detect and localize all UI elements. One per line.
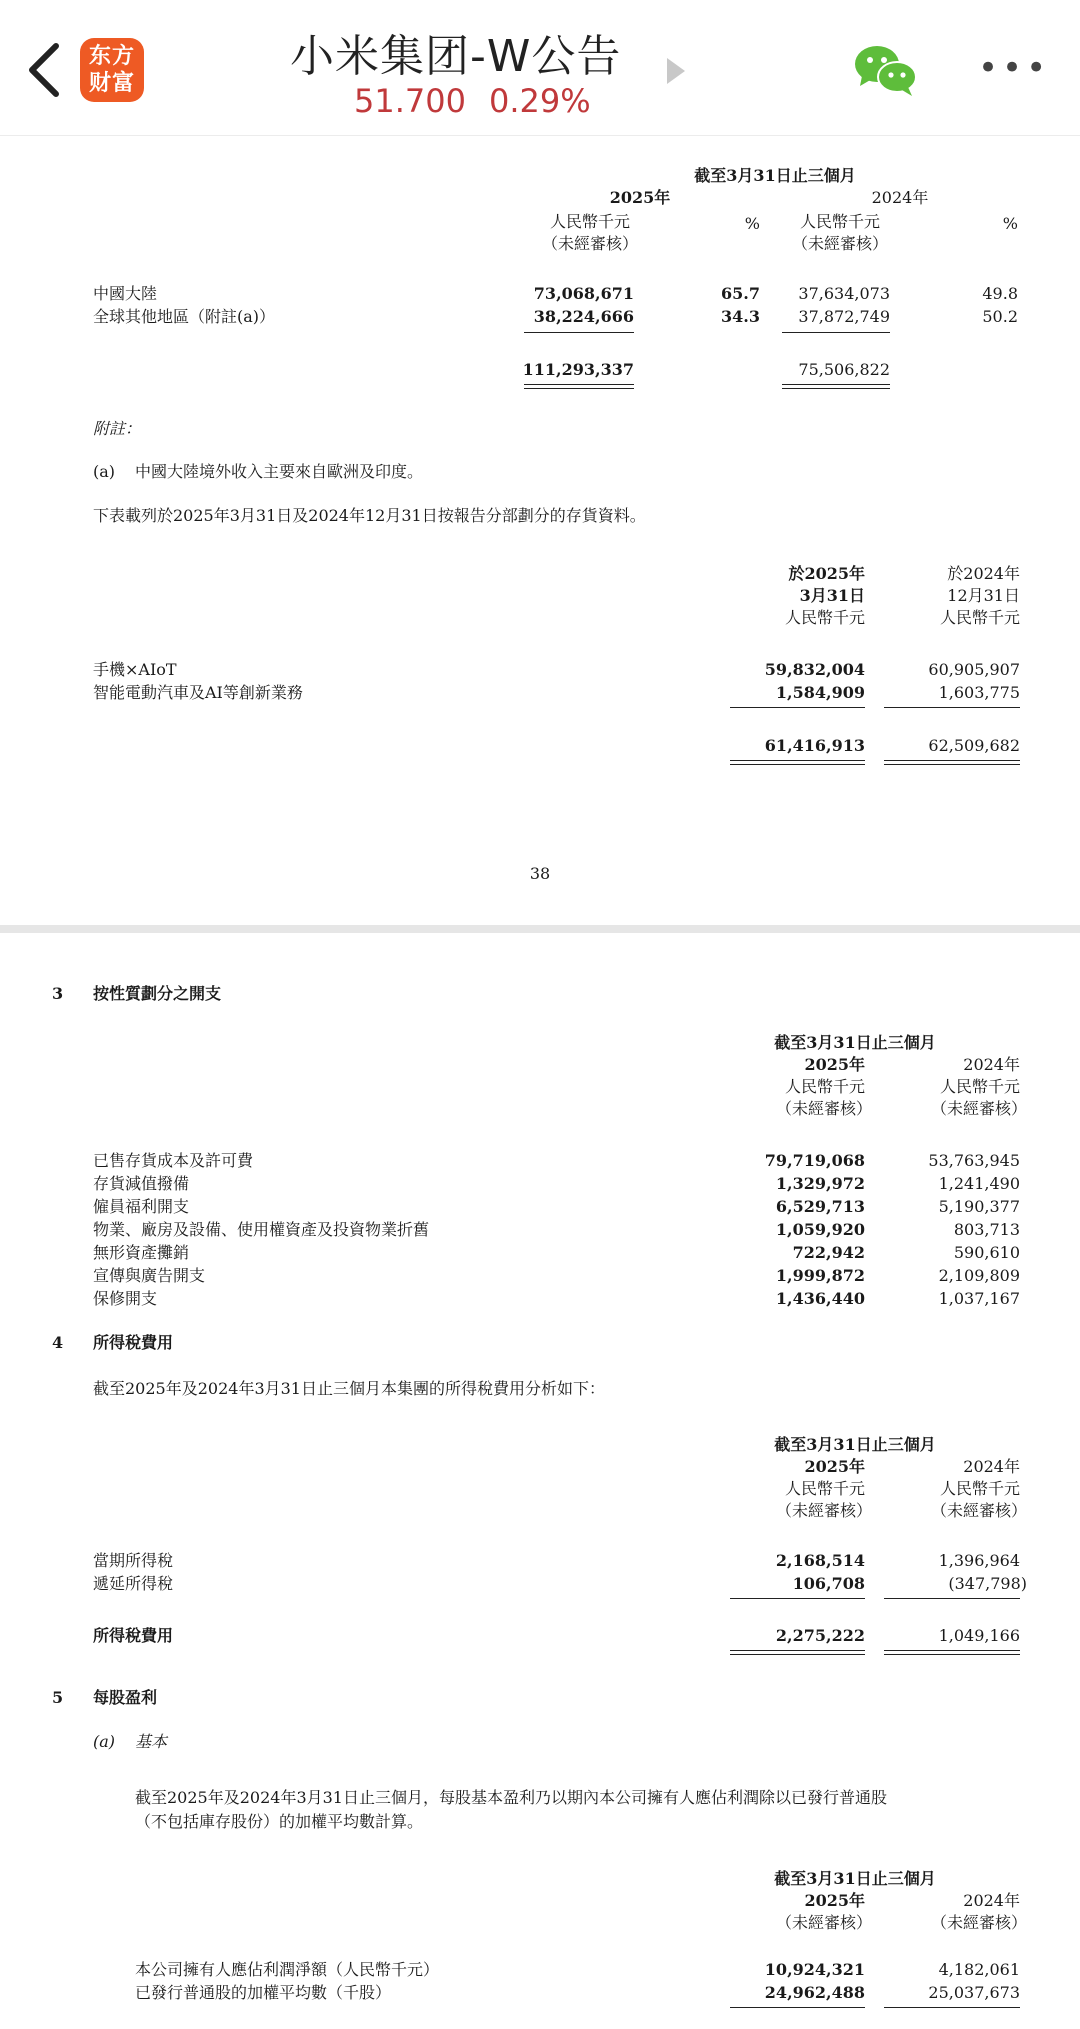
inv-header-date: 於2025年 — [788, 564, 865, 583]
unit-2025: 人民幣千元 — [549, 212, 630, 231]
section-title: 所得稅費用 — [93, 1333, 174, 1352]
eps-row-value: 4,182,061 — [938, 1960, 1020, 1979]
expense-row-value: 1,059,920 — [775, 1220, 865, 1239]
inv-row-label: 智能電動汽車及AI等創新業務 — [93, 683, 303, 702]
row-label: 全球其他地區（附註(a)） — [93, 307, 276, 326]
expense-row-value: 1,037,167 — [938, 1289, 1020, 1308]
stock-price: 51.700 — [354, 82, 466, 120]
expense-row-value: 79,719,068 — [764, 1151, 865, 1170]
row-label: 中國大陸 — [93, 284, 158, 303]
back-chevron-icon[interactable] — [22, 40, 66, 100]
section-title: 按性質劃分之開支 — [93, 984, 222, 1003]
total-rule — [730, 1650, 865, 1655]
expense-row-value: 722,942 — [792, 1243, 865, 1262]
tax-total-value: 1,049,166 — [938, 1626, 1020, 1645]
tax-total-value: 2,275,222 — [775, 1626, 865, 1645]
logo-text-bottom: 财富 — [88, 71, 135, 96]
document-page-39 — [0, 933, 1080, 2029]
subsection-title: 基本 — [135, 1732, 168, 1751]
subtotal-rule — [730, 1598, 865, 1599]
total-value: 75,506,822 — [798, 360, 890, 379]
page-number: 38 — [529, 864, 551, 883]
year-2025: 2025年 — [804, 1055, 865, 1074]
tax-row-value: 2,168,514 — [775, 1551, 865, 1570]
expense-row-value: 1,241,490 — [938, 1174, 1020, 1193]
unaudited-2024: （未經審核） — [930, 1501, 1027, 1520]
row-pct: 49.8 — [982, 284, 1018, 303]
inv-header-date: 3月31日 — [799, 586, 865, 605]
note-key: (a) — [93, 462, 116, 481]
eps-row-value: 25,037,673 — [928, 1983, 1020, 2002]
inv-row-value: 1,603,775 — [938, 683, 1020, 702]
wechat-icon[interactable] — [852, 42, 918, 98]
unaudited-2024: （未經審核） — [930, 1913, 1027, 1932]
inv-row-value: 60,905,907 — [928, 660, 1020, 679]
unaudited-2024: （未經審核） — [791, 234, 888, 253]
eps-paragraph: 截至2025年及2024年3月31日止三個月，每股基本盈利乃以期內本公司擁有人應佔利潤除以已發行普通股 — [135, 1788, 887, 1807]
subtotal-rule — [730, 707, 865, 708]
period-header: 截至3月31日止三個月 — [774, 1869, 936, 1888]
more-dots-icon[interactable]: ••• — [978, 48, 1051, 88]
tax-row-value: 106,708 — [792, 1574, 865, 1593]
subtotal-rule — [730, 2007, 865, 2008]
stock-change: 0.29% — [489, 82, 591, 120]
unaudited-2025: （未經審核） — [541, 234, 638, 253]
unit-2024: 人民幣千元 — [799, 212, 880, 231]
unaudited-2025: （未經審核） — [775, 1501, 872, 1520]
section-number: 4 — [52, 1333, 64, 1352]
year-2025: 2025年 — [609, 188, 671, 207]
document-page-38 — [0, 136, 1080, 925]
pct-2025: % — [744, 214, 760, 233]
total-rule — [524, 384, 634, 389]
tax-row-value: (347,798) — [948, 1574, 1027, 1593]
expense-row-label: 物業、廠房及設備、使用權資產及投資物業折舊 — [93, 1220, 430, 1239]
expense-row-value: 1,329,972 — [775, 1174, 865, 1193]
expense-row-value: 5,190,377 — [938, 1197, 1020, 1216]
subsection-key: (a) — [93, 1732, 116, 1751]
expense-row-value: 803,713 — [953, 1220, 1020, 1239]
inventory-intro: 下表載列於2025年3月31日及2024年12月31日按報告分部劃分的存貨資料。 — [93, 506, 646, 525]
total-value: 111,293,337 — [522, 360, 634, 379]
row-pct: 34.3 — [721, 307, 760, 326]
unit-2025: 人民幣千元 — [784, 1077, 865, 1096]
inv-row-label: 手機×AIoT — [93, 660, 177, 679]
inv-header-unit: 人民幣千元 — [784, 608, 865, 627]
period-header: 截至3月31日止三個月 — [774, 1033, 936, 1052]
total-rule — [782, 384, 890, 389]
tax-total-label: 所得稅費用 — [93, 1626, 174, 1645]
year-2025: 2025年 — [804, 1891, 865, 1910]
year-2024: 2024年 — [963, 1457, 1020, 1476]
inv-header-date: 於2024年 — [947, 564, 1020, 583]
unaudited-2024: （未經審核） — [930, 1099, 1027, 1118]
row-pct: 50.2 — [982, 307, 1018, 326]
section-intro: 截至2025年及2024年3月31日止三個月本集團的所得稅費用分析如下： — [93, 1379, 605, 1398]
page-title: 小米集团-W公告 — [290, 31, 622, 82]
expense-row-value: 6,529,713 — [775, 1197, 865, 1216]
year-2024: 2024年 — [871, 188, 929, 207]
row-value: 38,224,666 — [533, 307, 634, 326]
expense-row-value: 590,610 — [953, 1243, 1020, 1262]
expense-row-value: 1,999,872 — [775, 1266, 865, 1285]
expense-row-value: 1,436,440 — [775, 1289, 865, 1308]
inv-total-value: 61,416,913 — [764, 736, 865, 755]
eps-paragraph: （不包括庫存股份）的加權平均數計算。 — [135, 1812, 424, 1831]
expense-row-value: 2,109,809 — [938, 1266, 1020, 1285]
tax-row-value: 1,396,964 — [938, 1551, 1020, 1570]
unit-2025: 人民幣千元 — [784, 1479, 865, 1498]
app-header — [0, 0, 1080, 136]
tax-row-label: 當期所得稅 — [93, 1551, 174, 1570]
note-title: 附註： — [93, 419, 142, 438]
inv-total-value: 62,509,682 — [928, 736, 1020, 755]
pct-2024: % — [1002, 214, 1018, 233]
period-header: 截至3月31日止三個月 — [694, 166, 856, 185]
total-rule — [730, 760, 865, 765]
section-number: 5 — [52, 1688, 64, 1707]
expense-row-label: 保修開支 — [93, 1289, 158, 1308]
eps-row-value: 10,924,321 — [764, 1960, 865, 1979]
expense-row-label: 無形資產攤銷 — [93, 1243, 190, 1262]
subtotal-rule — [782, 332, 890, 333]
eps-row-label: 本公司擁有人應佔利潤淨額（人民幣千元） — [135, 1960, 440, 1979]
eps-row-value: 24,962,488 — [764, 1983, 865, 2002]
eps-row-label: 已發行普通股的加權平均數（千股） — [135, 1983, 392, 2002]
app-logo[interactable] — [80, 38, 144, 102]
year-2024: 2024年 — [963, 1891, 1020, 1910]
subtotal-rule — [884, 2007, 1020, 2008]
inv-header-date: 12月31日 — [947, 586, 1020, 605]
unit-2024: 人民幣千元 — [939, 1077, 1020, 1096]
tax-row-label: 遞延所得稅 — [93, 1574, 174, 1593]
unaudited-2025: （未經審核） — [775, 1099, 872, 1118]
row-pct: 65.7 — [721, 284, 760, 303]
expense-row-value: 53,763,945 — [928, 1151, 1020, 1170]
year-2024: 2024年 — [963, 1055, 1020, 1074]
row-value: 37,634,073 — [798, 284, 890, 303]
subtotal-rule — [884, 707, 1020, 708]
note-text: 中國大陸境外收入主要來自歐洲及印度。 — [135, 462, 424, 481]
year-2025: 2025年 — [804, 1457, 865, 1476]
inv-header-unit: 人民幣千元 — [939, 608, 1020, 627]
subtotal-rule — [884, 1598, 1020, 1599]
subtotal-rule — [524, 332, 634, 333]
period-header: 截至3月31日止三個月 — [774, 1435, 936, 1454]
total-rule — [884, 760, 1020, 765]
inv-row-value: 59,832,004 — [764, 660, 865, 679]
section-title: 每股盈利 — [93, 1688, 158, 1707]
inv-row-value: 1,584,909 — [775, 683, 865, 702]
expense-row-label: 宣傳與廣告開支 — [93, 1266, 206, 1285]
expense-row-label: 僱員福利開支 — [93, 1197, 190, 1216]
page-separator — [0, 925, 1080, 933]
expense-row-label: 已售存貨成本及許可費 — [93, 1151, 254, 1170]
unit-2024: 人民幣千元 — [939, 1479, 1020, 1498]
row-value: 73,068,671 — [533, 284, 634, 303]
play-triangle-icon[interactable] — [667, 58, 685, 84]
logo-text-top: 东方 — [88, 44, 135, 69]
row-value: 37,872,749 — [798, 307, 890, 326]
unaudited-2025: （未經審核） — [775, 1913, 872, 1932]
total-rule — [884, 1650, 1020, 1655]
section-number: 3 — [52, 984, 64, 1003]
expense-row-label: 存貨減值撥備 — [93, 1174, 190, 1193]
